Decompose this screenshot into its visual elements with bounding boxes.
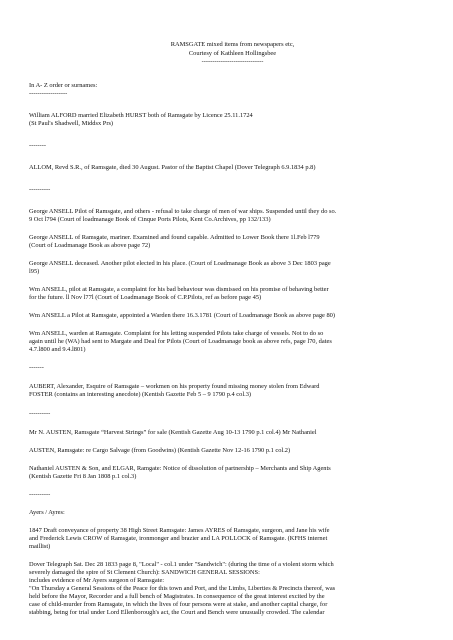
entry-ansell-george-3: George ANSELL deceased. Another pilot elected in his place. (Court of Loadmanage Book as above 3 Dec 1803 page l95) [29, 259, 331, 275]
entry-allom: ALLOM, Revd S.R., of Ramsgate, died 30 August. Pastor of the Baptist Chapel (Dover Telegraph 6.9.1834 p.8) [29, 163, 316, 171]
entry-alford: William ALFORD married Elizabeth HURST both of Ramsgate by Licence 25.11.1724 (St Paul's Shadwell, Middsx Prs) [29, 111, 253, 127]
separator: ---------- [29, 185, 51, 193]
separator: ---------- [29, 409, 51, 417]
separator: -------- [29, 141, 47, 149]
entry-ansell-wm-3: Wm ANSELL, warden at Ramsgate. Complaint for his letting suspended Pilots take charge of vessels. Not to do so again until he (WA) had sent to Margate and Deal for Pilots (Court of Loadmanage book as above refs, page l70, dates 4.7.l800 and 9.4.l801) [29, 329, 332, 353]
entry-ansell-wm-1: Wm ANSELL, pilot at Ramsgate, a complaint for his bad behaviour was dismissed on his promise of behaving better for the future. ll Nov l77l (Court of Loadmanage Book of C.P.Pilots, ref as before page 45) [29, 285, 329, 301]
header-rule: ----------------------------- [201, 58, 264, 66]
entry-ansell-george-1: George ANSELL Pilot of Ramsgate, and others - refusal to take charge of men of war ships. Suspended until they do so. 9 Oct l794 (Court of loadmanage Book of Cinque Ports Pilots, Kent Co.Archives, pp 132/133) [29, 207, 337, 223]
header-credit: Courtesy of Kathleen Hollingsbee [188, 49, 277, 57]
entry-ansell-george-2: George ANSELL of Ramsgate, mariner. Examined and found capable. Admitted to Lower Book there 1l.Feb l779 (Court of Loadmanage Book as above page 72) [29, 233, 320, 249]
entry-austen-1: Mr N. AUSTEN, Ramsgate “Harvest Strings” for sale (Kentish Gazette Aug 10-13 1790 p.1 col.4) Mr Nathaniel [29, 428, 317, 436]
entry-austen-2: AUSTEN, Ramsgate: re Cargo Salvage (from Goodwins) (Kentish Gazette Nov 12-16 1790 p.1 col.2) [29, 446, 291, 454]
document-header [29, 41, 436, 67]
section-heading-ayers: Ayers / Ayres: [29, 508, 65, 516]
entry-aubert: AUBERT, Alexander, Esquire of Ramsgate – workmen on his property found missing money stolen from Edward FOSTER (contains an interesting anecdote) (Kentish Gazette Feb 5 – 9 1790 p.4 col.3) [29, 382, 320, 398]
header-title: RAMSGATE mixed items from newspapers etc, [170, 41, 295, 48]
entry-ansell-wm-2: Wm ANSELL a Pilot at Ramsgate, appointed a Warden there 16.3.1781 (Court of Loadmanage Book as above page 80) [29, 311, 335, 319]
intro-heading: In A- Z order or surnames: ------------------ [29, 81, 98, 97]
separator: ---------- [29, 490, 51, 498]
entry-ayres-conveyance: 1847 Draft conveyance of property 38 High Street Ramsgate: James AYRES of Ramsgate, surgeon, and Jane his wife and Frederick Lewis CROW of Ramsgate, ironmonger and brazier and LA POLLOCK of Ramsgate. (KFHS internet maillist) [29, 526, 330, 550]
separator: ------- [29, 363, 44, 371]
document-page [29, 41, 436, 617]
entry-dover-telegraph: Dover Telegraph Sat. Dec 28 1833 page 8, "Local" - col.1 under "Sandwich": (during the time of a violent storm which severely damaged the spire of St Clement Church): SANDWICH GENERAL SESSIONS: includes evidence of Mr Ayers surgeon of Ramsgate: "On Thursday a General Sessions of the Peace for this town and Port, and the Limbs, Liberties & Precincts thereof, was held before the Mayor, Recorder and a full bench of Magistrates. In consequence of the great interest excited by the case of child-murder from Ramsgate, in which the lives of four persons were at stake, and another capital charge, for stabbing, being for trial under Lord Ellenborough's act, the Court and Bench were unusually crowded. The calendar [29, 560, 336, 616]
entry-austen-3: Nathaniel AUSTEN & Son, and ELGAR, Ramgate: Notice of dissolution of partnership – Merchants and Ship Agents (Kentish Gazette Fri 8 Jan 1808 p.1 col.3) [29, 464, 331, 480]
